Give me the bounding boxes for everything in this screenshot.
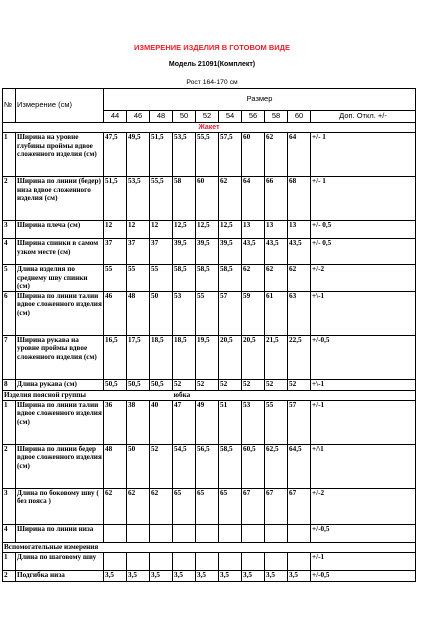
size-value-cell: 60 bbox=[242, 133, 265, 177]
tolerance-cell: +/- 0,5 bbox=[311, 239, 416, 265]
size-value-cell: 64 bbox=[242, 177, 265, 221]
size-value-cell: 58,5 bbox=[219, 444, 242, 488]
size-value-cell: 50,5 bbox=[127, 379, 150, 390]
tolerance-cell: +\-1 bbox=[311, 291, 416, 335]
row-number: 2 bbox=[3, 570, 16, 581]
row-number: 1 bbox=[3, 552, 16, 570]
size-value-cell: 43,5 bbox=[265, 239, 288, 265]
row-number: 4 bbox=[3, 239, 16, 265]
size-value-cell: 37 bbox=[104, 239, 127, 265]
size-value-cell: 13 bbox=[242, 221, 265, 239]
size-value-cell: 3,5 bbox=[242, 570, 265, 581]
size-value-cell: 20,5 bbox=[219, 335, 242, 379]
size-value-cell: 47,5 bbox=[104, 133, 127, 177]
size-value-cell: 60 bbox=[196, 177, 219, 221]
row-number: 3 bbox=[3, 488, 16, 524]
size-value-cell: 49 bbox=[196, 400, 219, 444]
section-title: Жакет bbox=[3, 123, 416, 133]
size-value-cell: 50,5 bbox=[104, 379, 127, 390]
document-title: ИЗМЕРЕНИЕ ИЗДЕЛИЯ В ГОТОВОМ ВИДЕ bbox=[133, 43, 291, 52]
size-value-cell: 3,5 bbox=[104, 570, 127, 581]
row-number: 2 bbox=[3, 444, 16, 488]
size-value-cell: 58,5 bbox=[196, 265, 219, 292]
size-value-cell: 65 bbox=[219, 488, 242, 524]
size-header-cell: 46 bbox=[127, 111, 150, 123]
size-value-cell: 55 bbox=[150, 265, 173, 292]
measurement-name: Ширина по линии бедер вдвое сложенного изделия (см) bbox=[16, 444, 104, 488]
table-row bbox=[3, 400, 416, 444]
size-value-cell: 62,5 bbox=[265, 444, 288, 488]
size-value-cell: 50 bbox=[150, 291, 173, 335]
row-number: 4 bbox=[3, 524, 16, 542]
measurement-name: Ширина спинки в самом узком месте (см) bbox=[16, 239, 104, 265]
size-value-cell bbox=[127, 552, 150, 570]
section-title: Изделия поясной группы bbox=[3, 390, 173, 400]
table-row bbox=[3, 291, 416, 335]
size-value-cell: 18,5 bbox=[150, 335, 173, 379]
size-value-cell: 67 bbox=[242, 488, 265, 524]
size-header-cell: 54 bbox=[219, 111, 242, 123]
row-number: 5 bbox=[3, 265, 16, 292]
size-value-cell: 62 bbox=[150, 488, 173, 524]
tolerance-cell: +/\1 bbox=[311, 444, 416, 488]
measurement-name: Ширина по линии талии вдвое сложенного изделия (см) bbox=[16, 291, 104, 335]
table-row bbox=[3, 488, 416, 524]
section-header-row bbox=[3, 123, 416, 133]
measurement-name: Длина по шаговому шву bbox=[16, 552, 104, 570]
size-header-cell: 56 bbox=[242, 111, 265, 123]
measurement-name: Ширина плеча (см) bbox=[16, 221, 104, 239]
size-value-cell: 61 bbox=[265, 291, 288, 335]
measurement-name: Ширина по линии (бедер) низа вдвое сложенного изделия (см) bbox=[16, 177, 104, 221]
table-row bbox=[3, 570, 416, 581]
tolerance-cell: +/-2 bbox=[311, 488, 416, 524]
size-value-cell: 52 bbox=[150, 444, 173, 488]
size-value-cell: 53,5 bbox=[127, 177, 150, 221]
tolerance-cell: +/-2 bbox=[311, 265, 416, 292]
size-value-cell: 62 bbox=[104, 488, 127, 524]
size-value-cell: 58 bbox=[173, 177, 196, 221]
size-value-cell bbox=[265, 552, 288, 570]
size-value-cell: 62 bbox=[265, 265, 288, 292]
size-value-cell: 48 bbox=[104, 444, 127, 488]
measurement-name: Ширина на уровне глубины проймы вдвое сложенного изделия (см) bbox=[16, 133, 104, 177]
size-value-cell: 67 bbox=[288, 488, 311, 524]
size-value-cell: 12 bbox=[150, 221, 173, 239]
size-value-cell: 64 bbox=[288, 133, 311, 177]
size-value-cell: 12,5 bbox=[196, 221, 219, 239]
col-number-header: № bbox=[3, 89, 16, 123]
size-value-cell: 53,5 bbox=[173, 133, 196, 177]
size-value-cell: 43,5 bbox=[288, 239, 311, 265]
size-value-cell: 3,5 bbox=[288, 570, 311, 581]
size-header-cell: 52 bbox=[196, 111, 219, 123]
size-value-cell: 52 bbox=[196, 379, 219, 390]
measurement-name: Ширина по линии низа bbox=[16, 524, 104, 542]
size-value-cell bbox=[127, 524, 150, 542]
size-value-cell: 55 bbox=[104, 265, 127, 292]
size-value-cell: 55 bbox=[196, 291, 219, 335]
size-value-cell: 21,5 bbox=[265, 335, 288, 379]
table-row bbox=[3, 552, 416, 570]
size-value-cell: 38 bbox=[127, 400, 150, 444]
measurement-name: Длина изделия по среднему шву спинки (см) bbox=[16, 265, 104, 292]
size-value-cell: 48 bbox=[127, 291, 150, 335]
size-value-cell bbox=[288, 552, 311, 570]
section-header-row bbox=[3, 390, 416, 400]
size-value-cell: 17,5 bbox=[127, 335, 150, 379]
size-value-cell: 52 bbox=[173, 379, 196, 390]
size-value-cell bbox=[150, 552, 173, 570]
size-value-cell: 57,5 bbox=[219, 133, 242, 177]
size-value-cell: 52 bbox=[242, 379, 265, 390]
size-value-cell: 52 bbox=[265, 379, 288, 390]
size-value-cell: 57 bbox=[288, 400, 311, 444]
size-value-cell: 68 bbox=[288, 177, 311, 221]
size-value-cell bbox=[104, 524, 127, 542]
size-value-cell: 37 bbox=[127, 239, 150, 265]
size-value-cell: 3,5 bbox=[265, 570, 288, 581]
size-value-cell: 37 bbox=[150, 239, 173, 265]
row-number: 1 bbox=[3, 133, 16, 177]
size-value-cell bbox=[196, 552, 219, 570]
size-value-cell: 47 bbox=[173, 400, 196, 444]
size-value-cell: 52 bbox=[288, 379, 311, 390]
size-value-cell bbox=[219, 552, 242, 570]
size-value-cell: 65 bbox=[173, 488, 196, 524]
measurement-name: Подгибка низа bbox=[16, 570, 104, 581]
measurements-table bbox=[2, 88, 416, 582]
size-value-cell bbox=[242, 524, 265, 542]
tolerance-cell: +\-1 bbox=[311, 379, 416, 390]
table-row bbox=[3, 239, 416, 265]
size-value-cell: 3,5 bbox=[127, 570, 150, 581]
tolerance-cell: +/-0,5 bbox=[311, 570, 416, 581]
size-value-cell: 62 bbox=[219, 177, 242, 221]
size-header-cell: 60 bbox=[288, 111, 311, 123]
size-value-cell: 67 bbox=[265, 488, 288, 524]
size-value-cell bbox=[242, 552, 265, 570]
size-value-cell: 3,5 bbox=[219, 570, 242, 581]
table-row bbox=[3, 177, 416, 221]
size-value-cell: 55,5 bbox=[196, 133, 219, 177]
size-value-cell: 50 bbox=[127, 444, 150, 488]
size-value-cell: 12 bbox=[127, 221, 150, 239]
row-number: 1 bbox=[3, 400, 16, 444]
row-number: 3 bbox=[3, 221, 16, 239]
size-value-cell: 36 bbox=[104, 400, 127, 444]
measurement-name: Ширина рукава на уровне проймы вдвое сложенного изделия (см) bbox=[16, 335, 104, 379]
size-value-cell: 12,5 bbox=[219, 221, 242, 239]
size-value-cell bbox=[265, 524, 288, 542]
table-row bbox=[3, 444, 416, 488]
size-value-cell: 12 bbox=[104, 221, 127, 239]
size-value-cell: 39,5 bbox=[219, 239, 242, 265]
size-value-cell bbox=[173, 524, 196, 542]
row-number: 7 bbox=[3, 335, 16, 379]
row-number: 2 bbox=[3, 177, 16, 221]
size-value-cell: 3,5 bbox=[150, 570, 173, 581]
size-value-cell: 19,5 bbox=[196, 335, 219, 379]
size-value-cell: 51,5 bbox=[104, 177, 127, 221]
size-header-cell: 58 bbox=[265, 111, 288, 123]
size-value-cell: 40 bbox=[150, 400, 173, 444]
row-number: 6 bbox=[3, 291, 16, 335]
measurement-name: Длина по боковому шву ( без пояса ) bbox=[16, 488, 104, 524]
size-value-cell: 3,5 bbox=[173, 570, 196, 581]
size-header-cell: 50 bbox=[173, 111, 196, 123]
size-value-cell: 64,5 bbox=[288, 444, 311, 488]
size-value-cell: 60,5 bbox=[242, 444, 265, 488]
size-value-cell: 20,5 bbox=[242, 335, 265, 379]
size-header-cell: 48 bbox=[150, 111, 173, 123]
table-row bbox=[3, 221, 416, 239]
size-value-cell bbox=[288, 524, 311, 542]
size-value-cell: 13 bbox=[288, 221, 311, 239]
size-value-cell: 62 bbox=[288, 265, 311, 292]
size-value-cell: 62 bbox=[242, 265, 265, 292]
size-value-cell bbox=[150, 524, 173, 542]
tolerance-cell: +/-1 bbox=[311, 400, 416, 444]
table-row bbox=[3, 265, 416, 292]
table-body bbox=[3, 123, 416, 582]
size-value-cell: 55 bbox=[265, 400, 288, 444]
size-value-cell: 58,5 bbox=[219, 265, 242, 292]
size-value-cell: 43,5 bbox=[242, 239, 265, 265]
size-value-cell: 65 bbox=[196, 488, 219, 524]
tolerance-cell: +/- 1 bbox=[311, 177, 416, 221]
col-size-header: Размер bbox=[104, 89, 416, 111]
size-value-cell: 49,5 bbox=[127, 133, 150, 177]
height-label: Рост 164-170 см bbox=[186, 79, 238, 86]
size-header-cell: 44 bbox=[104, 111, 127, 123]
size-value-cell: 13 bbox=[265, 221, 288, 239]
measurement-name: Длина рукава (см) bbox=[16, 379, 104, 390]
size-value-cell: 16,5 bbox=[104, 335, 127, 379]
size-value-cell: 55,5 bbox=[150, 177, 173, 221]
size-value-cell bbox=[196, 524, 219, 542]
tolerance-cell: +/-0,5 bbox=[311, 335, 416, 379]
size-value-cell: 3,5 bbox=[196, 570, 219, 581]
measurement-name: Ширина по линии талии вдвое сложенного изделия (см) bbox=[16, 400, 104, 444]
tolerance-cell: +/-1 bbox=[311, 552, 416, 570]
table-row bbox=[3, 335, 416, 379]
section-title: Вспомогательные измерения bbox=[3, 542, 416, 552]
table-row bbox=[3, 524, 416, 542]
size-value-cell: 63 bbox=[288, 291, 311, 335]
size-value-cell: 22,5 bbox=[288, 335, 311, 379]
size-value-cell: 56,5 bbox=[196, 444, 219, 488]
tolerance-cell: +/- 0,5 bbox=[311, 221, 416, 239]
size-value-cell: 51 bbox=[219, 400, 242, 444]
size-value-cell: 55 bbox=[127, 265, 150, 292]
size-value-cell: 46 bbox=[104, 291, 127, 335]
size-value-cell: 66 bbox=[265, 177, 288, 221]
tolerance-cell: +/-0,5 bbox=[311, 524, 416, 542]
size-value-cell: 59 bbox=[242, 291, 265, 335]
size-value-cell: 62 bbox=[127, 488, 150, 524]
size-value-cell: 54,5 bbox=[173, 444, 196, 488]
size-value-cell bbox=[219, 524, 242, 542]
section-subtitle: юбка bbox=[173, 390, 416, 400]
size-value-cell: 18,5 bbox=[173, 335, 196, 379]
tolerance-cell: +/- 1 bbox=[311, 133, 416, 177]
size-value-cell: 12,5 bbox=[173, 221, 196, 239]
size-value-cell: 50,5 bbox=[150, 379, 173, 390]
section-header-row bbox=[3, 542, 416, 552]
col-measure-header: Измерение (см) bbox=[16, 89, 104, 123]
size-value-cell: 53 bbox=[242, 400, 265, 444]
size-value-cell: 39,5 bbox=[173, 239, 196, 265]
size-value-cell: 39,5 bbox=[196, 239, 219, 265]
size-value-cell: 53 bbox=[173, 291, 196, 335]
table-row bbox=[3, 379, 416, 390]
size-value-cell: 52 bbox=[219, 379, 242, 390]
size-value-cell: 57 bbox=[219, 291, 242, 335]
model-label: Модель 21091(Комплект) bbox=[168, 61, 256, 68]
table-row bbox=[3, 133, 416, 177]
size-value-cell bbox=[104, 552, 127, 570]
row-number: 8 bbox=[3, 379, 16, 390]
tolerance-header: Доп. Откл. +/- bbox=[311, 111, 416, 123]
size-value-cell: 62 bbox=[265, 133, 288, 177]
size-value-cell bbox=[173, 552, 196, 570]
size-value-cell: 51,5 bbox=[150, 133, 173, 177]
size-value-cell: 58,5 bbox=[173, 265, 196, 292]
